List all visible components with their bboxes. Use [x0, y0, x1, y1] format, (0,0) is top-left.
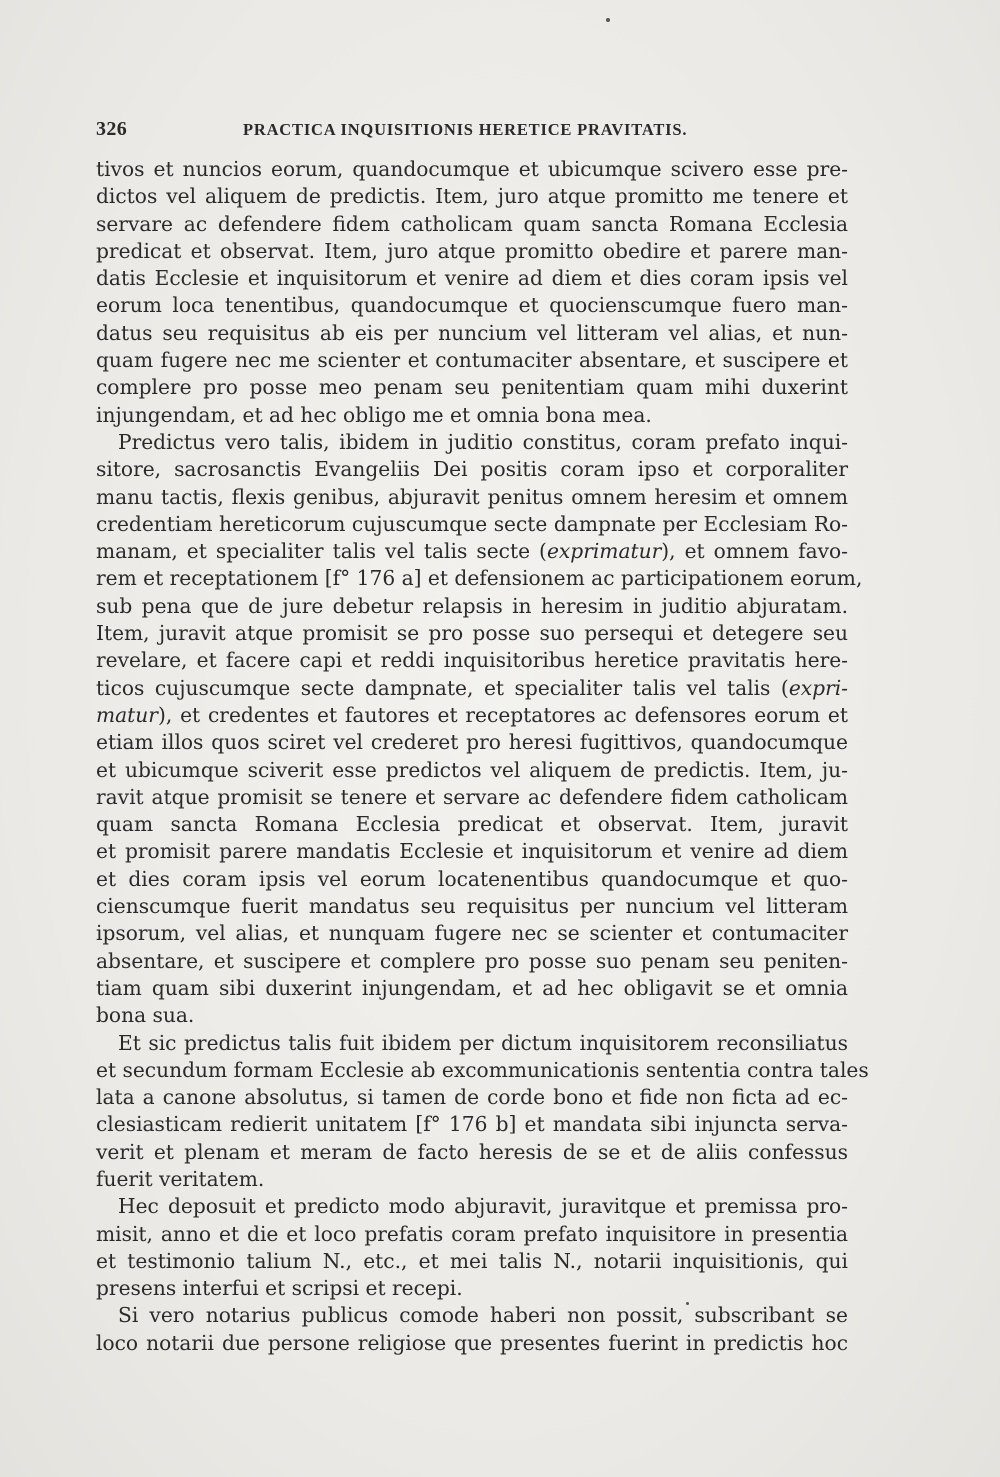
text-line — [96, 456, 848, 483]
text-segment: et ubicumque sciverit esse predictos vel aliquem de predictis. Item, ju- — [96, 757, 848, 782]
text-segment: bona sua. — [96, 1003, 195, 1028]
text-segment: revelare, et facere capi et reddi inquisitoribus heretice pravitatis here- — [96, 648, 848, 673]
text-line — [96, 1275, 848, 1302]
text-line — [96, 948, 848, 975]
text-segment: et testimonio talium N., etc., et mei talis N., notarii inquisitionis, qui — [96, 1248, 848, 1273]
text-segment: eorum loca tenentibus, quandocumque et quocienscumque fuero man- — [96, 293, 848, 318]
text-segment: et dies coram ipsis vel eorum locatenentibus quandocumque et quo- — [96, 866, 848, 891]
text-line — [96, 511, 848, 538]
text-line — [96, 757, 848, 784]
text-segment: complere pro posse meo penam seu penitentiam quam mihi duxerint — [96, 375, 848, 400]
text-segment: verit et plenam et meram de facto heresis de se et de aliis confessus — [96, 1139, 848, 1164]
text-line — [96, 1030, 848, 1057]
italic-text: matur — [96, 702, 158, 727]
text-line — [96, 620, 848, 647]
text-line — [96, 702, 848, 729]
text-line — [96, 238, 848, 265]
text-segment: Predictus vero talis, ibidem in juditio constitus, coram prefato inqui- — [118, 429, 848, 454]
text-line — [96, 1330, 848, 1357]
text-line — [96, 347, 848, 374]
text-line — [96, 1302, 848, 1329]
running-title: PRACTICA INQUISITIONIS HERETICE PRAVITATIS. — [243, 120, 688, 139]
text-line — [96, 593, 848, 620]
text-line — [96, 838, 848, 865]
text-line — [96, 647, 848, 674]
text-line — [96, 320, 848, 347]
text-line — [96, 402, 848, 429]
text-segment: quam fugere nec me scienter et contumaciter absentare, et suscipere et — [96, 348, 848, 373]
text-segment: Hec deposuit et predicto modo abjuravit, juravitque et premissa pro- — [118, 1194, 848, 1219]
text-segment: ticos cujuscumque secte dampnate, et specialiter talis vel talis ( — [96, 675, 789, 700]
text-segment: datus seu requisitus ab eis per nuncium vel litteram vel alias, et nun- — [96, 320, 848, 345]
text-segment: fuerit veritatem. — [96, 1166, 265, 1191]
text-segment: sitore, sacrosanctis Evangeliis Dei positis coram ipso et corporaliter — [96, 457, 848, 482]
text-segment: credentiam hereticorum cujuscumque secte dampnate per Ecclesiam Ro- — [96, 511, 848, 536]
text-line — [96, 156, 848, 183]
text-line — [96, 374, 848, 401]
text-segment: et secundum formam Ecclesie ab excommunicationis sententia contra tales — [96, 1057, 869, 1082]
speck — [606, 18, 610, 22]
text-line — [96, 183, 848, 210]
text-segment: rem et receptationem [f° 176 a] et defensionem ac participationem eorum, — [96, 566, 863, 591]
text-segment: clesiasticam redierit unitatem [f° 176 b] et mandata sibi injuncta serva- — [96, 1112, 848, 1137]
text-segment: ), et omnem favo- — [661, 539, 848, 564]
text-line — [96, 975, 848, 1002]
text-segment: predicat et observat. Item, juro atque promitto obedire et parere man- — [96, 238, 848, 263]
text-segment: manam, et specialiter talis vel talis secte ( — [96, 539, 547, 564]
text-segment: et promisit parere mandatis Ecclesie et inquisitorum et venire ad diem — [96, 839, 848, 864]
text-segment: dictos vel aliquem de predictis. Item, juro atque promitto me tenere et — [96, 184, 848, 209]
text-line — [96, 784, 848, 811]
text-segment: Et sic predictus talis fuit ibidem per dictum inquisitorem reconsiliatus — [118, 1030, 848, 1055]
text-segment: presens interfui et scripsi et recepi. — [96, 1276, 463, 1301]
text-line — [96, 729, 848, 756]
text-line — [96, 211, 848, 238]
text-line — [96, 429, 848, 456]
text-segment: tivos et nuncios eorum, quandocumque et ubicumque scivero esse pre- — [96, 157, 848, 181]
text-line — [96, 675, 848, 702]
page-number: 326 — [96, 118, 128, 140]
text-segment: servare ac defendere fidem catholicam quam sancta Romana Ecclesia — [96, 211, 848, 236]
text-segment: sub pena que de jure debetur relapsis in heresim in juditio abjuratam. — [96, 593, 848, 618]
text-segment: Item, juravit atque promisit se pro posse suo persequi et detegere seu — [96, 621, 848, 646]
text-line — [96, 1002, 848, 1029]
text-line — [96, 292, 848, 319]
text-line — [96, 920, 848, 947]
text-line — [96, 538, 848, 565]
text-segment: datis Ecclesie et inquisitorum et venire ad diem et dies coram ipsis vel — [96, 266, 848, 291]
text-segment: ravit atque promisit se tenere et servare ac defendere fidem catholicam — [96, 784, 848, 809]
text-line — [96, 811, 848, 838]
text-segment: cienscumque fuerit mandatus seu requisitus per nuncium vel litteram — [96, 894, 848, 919]
text-line — [96, 1193, 848, 1220]
text-segment: tiam quam sibi duxerint injungendam, et ad hec obligavit se et omnia — [96, 975, 848, 1000]
text-line — [96, 1166, 848, 1193]
text-line — [96, 1248, 848, 1275]
text-segment: quam sancta Romana Ecclesia predicat et observat. Item, juravit — [96, 812, 848, 837]
text-line — [96, 1221, 848, 1248]
text-segment: etiam illos quos sciret vel crederet pro heresi fugittivos, quandocumque — [96, 730, 848, 755]
body-text — [96, 156, 869, 1357]
text-segment: injungendam, et ad hec obligo me et omnia bona mea. — [96, 402, 652, 427]
text-line — [96, 565, 863, 592]
page-header — [96, 118, 848, 142]
text-line — [96, 1111, 848, 1138]
text-line — [96, 1139, 848, 1166]
italic-text: expri- — [788, 675, 848, 700]
text-segment: lata a canone absolutus, si tamen de corde bono et fide non ficta ad ec- — [96, 1085, 848, 1110]
text-segment: manu tactis, flexis genibus, abjuravit penitus omnem heresim et omnem — [96, 484, 848, 509]
text-segment: loco notarii due persone religiose que presentes fuerint in predictis hoc — [96, 1330, 848, 1355]
text-line — [96, 484, 848, 511]
text-line — [96, 1084, 848, 1111]
italic-text: exprimatur — [546, 539, 662, 564]
text-line — [96, 866, 848, 893]
text-segment: misit, anno et die et loco prefatis coram prefato inquisitore in presentia — [96, 1221, 848, 1246]
text-segment: ), et credentes et fautores et receptatores ac defensores eorum et — [157, 702, 848, 727]
text-segment: absentare, et suscipere et complere pro posse suo penam seu peniten- — [96, 948, 848, 973]
text-line — [96, 1057, 869, 1084]
text-line — [96, 893, 848, 920]
text-segment: Si vero notarius publicus comode haberi non possit, subscribant se — [118, 1303, 848, 1328]
text-segment: ipsorum, vel alias, et nunquam fugere nec se scienter et contumaciter — [96, 921, 848, 946]
text-line — [96, 265, 848, 292]
